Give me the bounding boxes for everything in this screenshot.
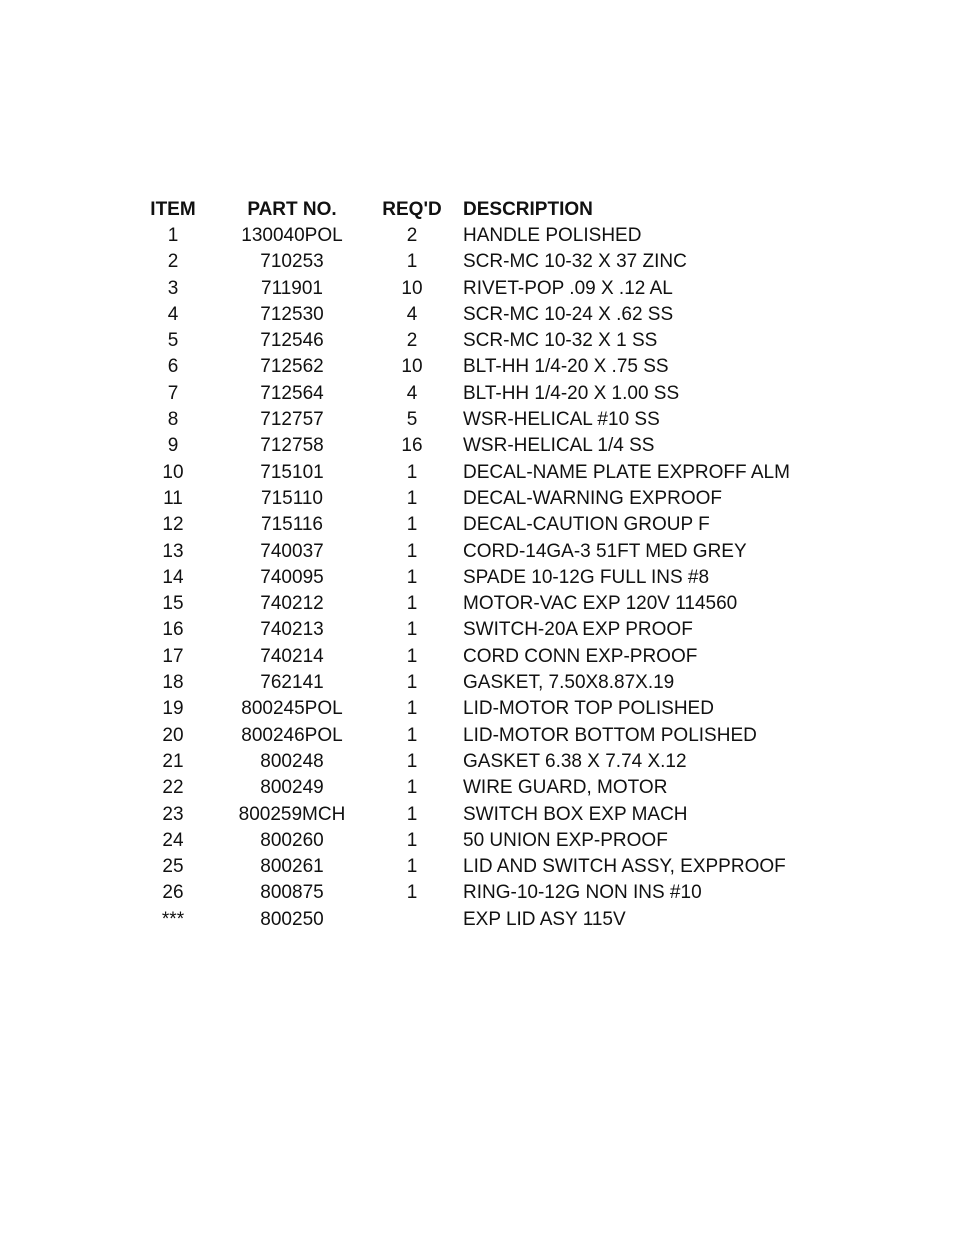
part-no-cell: 800261: [260, 856, 324, 878]
item-cell: 18: [162, 672, 184, 694]
description-cell: SWITCH-20A EXP PROOF: [463, 619, 693, 641]
description-cell: 50 UNION EXP-PROOF: [463, 829, 668, 851]
description-cell: DECAL-WARNING EXPROOF: [463, 487, 722, 509]
description-cell: RIVET-POP .09 X .12 AL: [463, 277, 673, 299]
part-no-cell: 712758: [260, 435, 324, 457]
item-cell: 10: [162, 461, 184, 483]
table-row: [0, 854, 954, 880]
part-no-cell: 712562: [260, 356, 324, 378]
table-row: [0, 276, 954, 302]
description-cell: BLT-HH 1/4-20 X .75 SS: [463, 356, 669, 378]
table-row: [0, 565, 954, 591]
description-cell: HANDLE POLISHED: [463, 225, 642, 246]
reqd-cell: 4: [406, 303, 418, 325]
table-header-row: [0, 196, 954, 223]
description-cell: SCR-MC 10-24 X .62 SS: [463, 303, 674, 325]
item-cell: 4: [167, 303, 179, 325]
part-no-cell: 800245POL: [241, 698, 343, 720]
part-no-cell: 800260: [260, 829, 324, 851]
reqd-cell: 2: [406, 225, 418, 246]
reqd-cell: 5: [406, 409, 418, 431]
reqd-cell: 1: [406, 829, 418, 851]
table-row: [0, 775, 954, 801]
table-row: [0, 644, 954, 670]
part-no-cell: 740095: [260, 566, 324, 588]
item-cell: 9: [167, 435, 179, 457]
table-row: [0, 880, 954, 906]
reqd-cell: 10: [401, 277, 423, 299]
table-row: [0, 749, 954, 775]
header-reqd: REQ'D: [382, 199, 442, 220]
item-cell: 23: [162, 803, 184, 825]
table-row: [0, 539, 954, 565]
reqd-cell: 1: [406, 724, 418, 746]
item-cell: 25: [162, 856, 184, 878]
table-row: [0, 802, 954, 828]
item-cell: 19: [162, 698, 184, 720]
reqd-cell: 1: [406, 461, 418, 483]
reqd-cell: 1: [406, 540, 418, 562]
part-no-cell: 711901: [261, 277, 323, 299]
table-row: [0, 249, 954, 275]
reqd-cell: 16: [401, 435, 423, 457]
table-row: [0, 433, 954, 459]
header-part-no: PART NO.: [247, 199, 337, 220]
table-row: [0, 223, 954, 249]
description-cell: EXP LID ASY 115V: [463, 908, 626, 930]
table-row: [0, 828, 954, 854]
reqd-cell: 1: [406, 856, 418, 878]
table-row: [0, 328, 954, 354]
item-cell: ***: [161, 908, 185, 930]
reqd-cell: 1: [406, 672, 418, 694]
item-cell: 20: [162, 724, 184, 746]
part-no-cell: 800248: [260, 750, 324, 772]
table-body: [0, 223, 954, 933]
reqd-cell: 4: [406, 382, 418, 404]
item-cell: 22: [162, 777, 184, 799]
table-row: [0, 460, 954, 486]
reqd-cell: 1: [406, 645, 418, 667]
reqd-cell: 1: [406, 882, 418, 904]
description-cell: WSR-HELICAL #10 SS: [463, 409, 660, 431]
part-no-cell: 740214: [260, 645, 324, 667]
description-cell: GASKET, 7.50X8.87X.19: [463, 672, 675, 694]
part-no-cell: 800246POL: [241, 724, 343, 746]
item-cell: 5: [167, 330, 179, 352]
description-cell: BLT-HH 1/4-20 X 1.00 SS: [463, 382, 680, 404]
table-row: [0, 354, 954, 380]
reqd-cell: 1: [406, 487, 418, 509]
table-row: [0, 512, 954, 538]
table-row: [0, 486, 954, 512]
header-description: DESCRIPTION: [463, 199, 593, 220]
part-no-cell: 740212: [260, 593, 324, 615]
item-cell: 8: [167, 409, 179, 431]
reqd-cell: 2: [406, 330, 418, 352]
part-no-cell: 712530: [260, 303, 324, 325]
reqd-cell: 1: [406, 619, 418, 641]
description-cell: MOTOR-VAC EXP 120V 114560: [463, 593, 738, 615]
part-no-cell: 715101: [260, 461, 324, 483]
item-cell: 15: [162, 593, 184, 615]
part-no-cell: 710253: [260, 251, 324, 273]
reqd-cell: 1: [406, 514, 418, 536]
item-cell: 7: [167, 382, 179, 404]
table-row: [0, 907, 954, 933]
table-row: [0, 670, 954, 696]
description-cell: CORD-14GA-3 51FT MED GREY: [463, 540, 747, 562]
part-no-cell: 130040POL: [241, 225, 343, 246]
item-cell: 13: [162, 540, 184, 562]
description-cell: WSR-HELICAL 1/4 SS: [463, 435, 655, 457]
part-no-cell: 740213: [260, 619, 324, 641]
item-cell: 21: [162, 750, 184, 772]
part-no-cell: 715116: [261, 514, 323, 536]
header-item: ITEM: [150, 199, 196, 220]
part-no-cell: 762141: [260, 672, 324, 694]
description-cell: DECAL-CAUTION GROUP F: [463, 514, 710, 536]
reqd-cell: 1: [406, 803, 418, 825]
item-cell: 24: [162, 829, 184, 851]
description-cell: LID AND SWITCH ASSY, EXPPROOF: [463, 856, 786, 878]
description-cell: CORD CONN EXP-PROOF: [463, 645, 698, 667]
part-no-cell: 800249: [260, 777, 324, 799]
item-cell: 11: [163, 487, 183, 509]
table-row: [0, 723, 954, 749]
part-no-cell: 800259MCH: [238, 803, 346, 825]
table-row: [0, 407, 954, 433]
table-row: [0, 381, 954, 407]
part-no-cell: 712564: [260, 382, 324, 404]
description-cell: LID-MOTOR BOTTOM POLISHED: [463, 724, 757, 746]
item-cell: 26: [162, 882, 184, 904]
item-cell: 17: [162, 645, 184, 667]
part-no-cell: 740037: [260, 540, 324, 562]
parts-list-table: [0, 196, 954, 933]
part-no-cell: 800250: [260, 908, 324, 930]
table-row: [0, 591, 954, 617]
reqd-cell: 1: [406, 566, 418, 588]
reqd-cell: 1: [406, 251, 418, 273]
item-cell: 6: [167, 356, 179, 378]
description-cell: SCR-MC 10-32 X 1 SS: [463, 330, 658, 352]
reqd-cell: 1: [406, 593, 418, 615]
description-cell: WIRE GUARD, MOTOR: [463, 777, 668, 799]
description-cell: GASKET 6.38 X 7.74 X.12: [463, 750, 687, 772]
reqd-cell: 1: [406, 698, 418, 720]
table-row: [0, 696, 954, 722]
table-row: [0, 617, 954, 643]
table-row: [0, 302, 954, 328]
item-cell: 16: [162, 619, 184, 641]
description-cell: RING-10-12G NON INS #10: [463, 882, 702, 904]
description-cell: SWITCH BOX EXP MACH: [463, 803, 688, 825]
part-no-cell: 712546: [260, 330, 324, 352]
item-cell: 3: [167, 277, 179, 299]
description-cell: LID-MOTOR TOP POLISHED: [463, 698, 714, 720]
part-no-cell: 715110: [261, 487, 323, 509]
part-no-cell: 800875: [260, 882, 324, 904]
part-no-cell: 712757: [260, 409, 324, 431]
reqd-cell: 1: [406, 750, 418, 772]
reqd-cell: 1: [406, 777, 418, 799]
item-cell: 14: [162, 566, 184, 588]
reqd-cell: 10: [401, 356, 423, 378]
description-cell: SPADE 10-12G FULL INS #8: [463, 566, 710, 588]
item-cell: 2: [167, 251, 179, 273]
description-cell: DECAL-NAME PLATE EXPROFF ALM: [463, 461, 790, 483]
item-cell: 1: [167, 225, 179, 246]
description-cell: SCR-MC 10-32 X 37 ZINC: [463, 251, 687, 273]
item-cell: 12: [162, 514, 184, 536]
